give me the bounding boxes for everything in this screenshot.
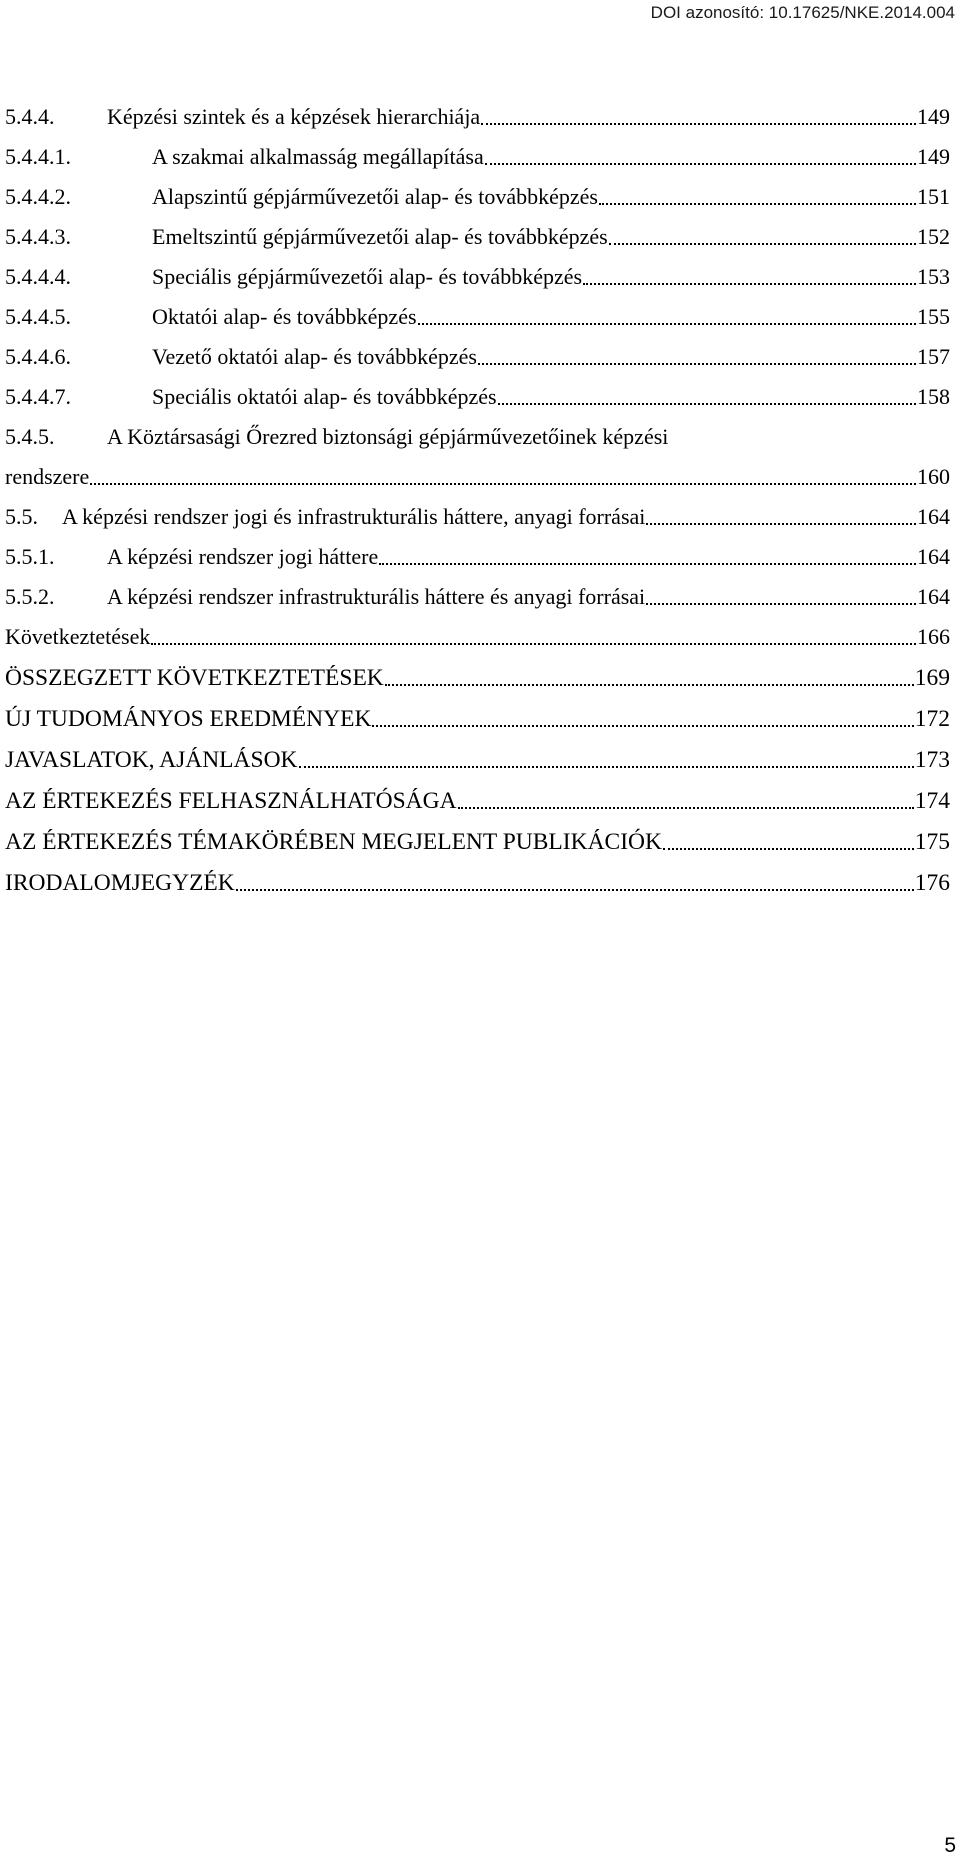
toc-entry[interactable] (5, 491, 950, 531)
toc-title: Oktatói alap- és továbbképzés (152, 304, 417, 329)
toc-number: 5.4.4.4. (5, 264, 71, 289)
toc-page: 169 (914, 665, 950, 691)
toc-entry[interactable] (5, 291, 950, 331)
toc-page: 173 (914, 747, 950, 773)
dot-leader (379, 545, 916, 565)
toc-page: 149 (917, 104, 950, 129)
dot-leader (646, 505, 916, 525)
toc-title: A képzési rendszer infrastrukturális háttere és anyagi forrásai (107, 584, 646, 609)
toc-number: 5.4.4.1. (5, 144, 71, 169)
toc-number: 5.5.2. (5, 584, 55, 609)
doi-header: DOI azonosító: 10.17625/NKE.2014.004 (650, 3, 955, 22)
dot-leader (458, 789, 914, 809)
toc-entry[interactable] (5, 531, 950, 571)
toc-title: Alapszintű gépjárművezetői alap- és továbbképzés (152, 184, 598, 209)
toc-page: 158 (917, 384, 950, 409)
toc-number: 5.5. (5, 504, 38, 529)
toc-page: 164 (917, 584, 950, 609)
toc-entry[interactable] (5, 331, 950, 371)
toc-entry[interactable] (5, 91, 950, 131)
toc-entry[interactable] (5, 571, 950, 611)
toc-page: 155 (917, 304, 950, 329)
toc-entry[interactable] (5, 693, 950, 733)
toc-entry[interactable] (5, 611, 950, 651)
page-number: 5 (944, 1834, 956, 1857)
toc-title: Képzési szintek és a képzések hierarchiája (107, 104, 481, 129)
toc-page: 149 (917, 144, 950, 169)
toc-title: AZ ÉRTEKEZÉS FELHASZNÁLHATÓSÁGA (5, 788, 457, 814)
toc-entry[interactable] (5, 171, 950, 211)
toc-page: 174 (914, 788, 950, 814)
dot-leader (481, 105, 916, 125)
toc-entry[interactable] (5, 857, 950, 897)
toc-page: 166 (917, 624, 950, 649)
toc-page: 157 (917, 344, 950, 369)
dot-leader (90, 465, 916, 485)
toc-title: A Köztársasági Őrezred biztonsági gépjárművezetőinek képzési (107, 424, 669, 449)
toc-entry[interactable] (5, 371, 950, 411)
toc-number: 5.4.5. (5, 424, 55, 449)
toc-title: A szakmai alkalmasság megállapítása (152, 144, 484, 169)
toc-title: ÚJ TUDOMÁNYOS EREDMÉNYEK (5, 706, 372, 732)
toc-entry[interactable] (5, 211, 950, 251)
dot-leader (151, 625, 916, 645)
toc-title-continued: rendszere (5, 464, 90, 489)
toc-entry-wrapped-line2[interactable] (5, 451, 950, 491)
toc-number: 5.4.4.6. (5, 344, 71, 369)
dot-leader (498, 385, 916, 405)
dot-leader (583, 265, 916, 285)
dot-leader (372, 707, 913, 727)
toc-entry[interactable] (5, 816, 950, 856)
dot-leader (485, 145, 916, 165)
dot-leader (646, 585, 916, 605)
dot-leader (418, 305, 916, 325)
toc-page: 164 (917, 544, 950, 569)
dot-leader (299, 748, 914, 768)
toc-number: 5.5.1. (5, 544, 55, 569)
toc-number: 5.4.4.3. (5, 224, 71, 249)
toc-number: 5.4.4.2. (5, 184, 71, 209)
toc-title: Következtetések (5, 624, 151, 649)
toc-title: Speciális oktatói alap- és továbbképzés (152, 384, 497, 409)
toc-entry[interactable] (5, 131, 950, 171)
toc-number: 5.4.4. (5, 104, 55, 129)
toc-title: Vezető oktatói alap- és továbbképzés (152, 344, 477, 369)
toc-title: A képzési rendszer jogi háttere (107, 544, 379, 569)
toc-entry[interactable] (5, 652, 950, 692)
toc-title: JAVASLATOK, AJÁNLÁSOK (5, 747, 298, 773)
toc-number: 5.4.4.5. (5, 304, 71, 329)
toc-page: 153 (917, 264, 950, 289)
dot-leader (609, 225, 916, 245)
toc-title: Emeltszintű gépjárművezetői alap- és továbbképzés (152, 224, 608, 249)
toc-page: 175 (914, 829, 950, 855)
dot-leader (663, 830, 914, 850)
toc-page: 176 (914, 870, 950, 896)
toc-page: 172 (914, 706, 950, 732)
toc-title: A képzési rendszer jogi és infrastrukturális háttere, anyagi forrásai (62, 504, 646, 529)
toc-title: IRODALOMJEGYZÉK (5, 870, 235, 896)
toc-page: 160 (917, 464, 950, 489)
dot-leader (478, 345, 916, 365)
toc-page: 151 (917, 184, 950, 209)
toc-title: AZ ÉRTEKEZÉS TÉMAKÖRÉBEN MEGJELENT PUBLIKÁCIÓK (5, 829, 662, 855)
toc-entry[interactable] (5, 251, 950, 291)
toc-entry-wrapped-line1[interactable] (5, 411, 950, 451)
toc-page: 152 (917, 224, 950, 249)
toc-entry[interactable] (5, 775, 950, 815)
toc-entry[interactable] (5, 734, 950, 774)
toc-number: 5.4.4.7. (5, 384, 71, 409)
toc-page: 164 (917, 504, 950, 529)
dot-leader (236, 871, 914, 891)
toc-title: ÖSSZEGZETT KÖVETKEZTETÉSEK (5, 665, 384, 691)
dot-leader (599, 185, 916, 205)
toc-title: Speciális gépjárművezetői alap- és továbbképzés (152, 264, 583, 289)
dot-leader (385, 666, 914, 686)
